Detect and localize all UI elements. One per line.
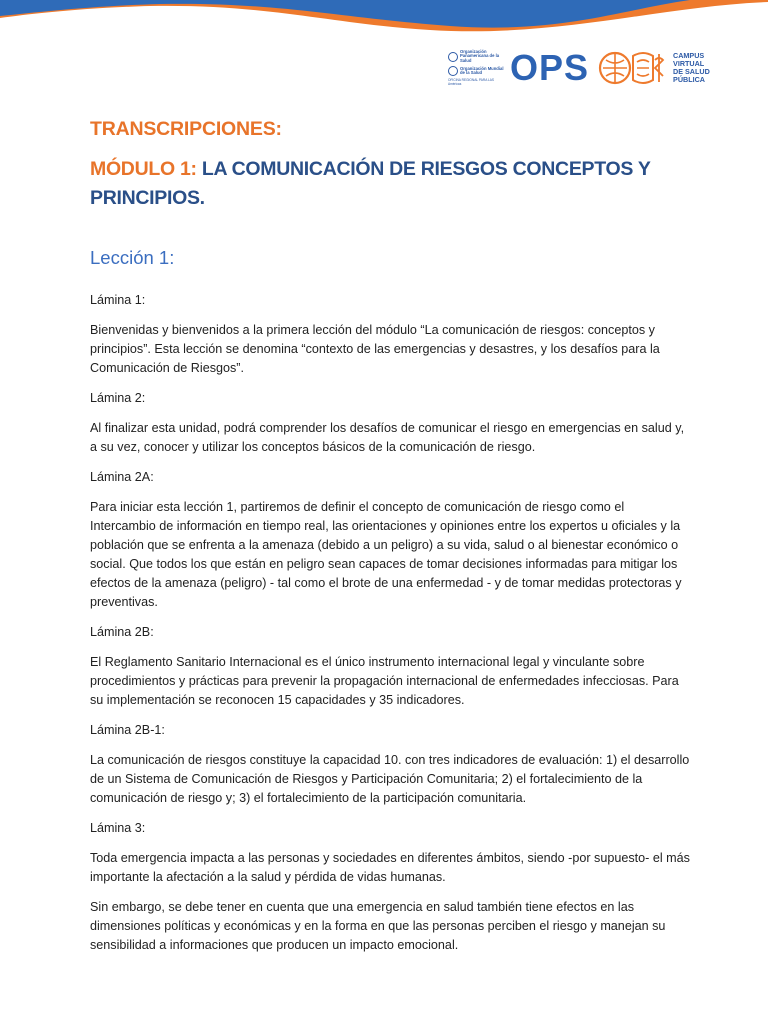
transcript-text bbox=[90, 291, 690, 955]
module-title: LA COMUNICACIÓN DE RIESGOS CONCEPTOS Y PRINCIPIOS. bbox=[90, 158, 651, 209]
paragraph: Sin embargo, se debe tener en cuenta que una emergencia en salud también tiene efectos en las dimensiones políticas y económicas y en la forma en que las personas perciben el riesgo y manejan su sensibilidad a informaciones que producen un impacto emocional. bbox=[90, 900, 666, 952]
slide-label: Lámina 2B: bbox=[90, 625, 154, 639]
campus-line: VIRTUAL bbox=[673, 59, 705, 68]
ops-logo: OPS bbox=[510, 47, 590, 88]
slide-label: Lámina 3: bbox=[90, 821, 146, 835]
document-body bbox=[90, 118, 690, 966]
paragraph: El Reglamento Sanitario Internacional es el único instrumento internacional legal y vinculante sobre procedimientos y prácticas para prevenir la propagación internacional de enfermedades infecciosas. Para su implementación se reconocen 15 capacidades y 35 indicadores. bbox=[90, 655, 679, 707]
paho-name: Organización Panamericana de la Salud bbox=[460, 48, 500, 63]
header-logos bbox=[448, 46, 754, 90]
paragraph: Toda emergencia impacta a las personas y sociedades en diferentes ámbitos, siendo -por supuesto- el más importante la afectación a la salud y pérdida de vidas humanas. bbox=[90, 851, 690, 884]
who-globe-icon bbox=[448, 66, 458, 76]
paragraph: Para iniciar esta lección 1, partiremos de definir el concepto de comunicación de riesgo como el Intercambio de información en tiempo real, las orientaciones y opiniones entre los expertos u oficiales y la población que se enfrenta a la amenaza (debido a un peligro) a su vida, salud o al bienestar económico o social. Que todos los que están en peligro sean capaces de tomar decisiones informadas para mitigar los efectos de la amenaza (peligro) - tal como el brote de una enfermedad - y de tomar medidas protectoras y preventivas. bbox=[90, 500, 682, 609]
paragraph: Bienvenidas y bienvenidos a la primera lección del módulo “La comunicación de riesgos: conceptos y principios”. Esta lección se denomina “contexto de las emergencias y desastres, y los desafíos para la Comunicación de Riesgos”. bbox=[90, 323, 660, 375]
slide-label: Lámina 2A: bbox=[90, 470, 154, 484]
campus-line: PÚBLICA bbox=[673, 75, 705, 84]
slide-label: Lámina 1: bbox=[90, 293, 146, 307]
slide-label: Lámina 2: bbox=[90, 391, 146, 405]
regional-office-tagline: OFICINA REGIONAL PARA LAS Américas bbox=[448, 78, 495, 87]
module-heading bbox=[90, 155, 690, 213]
document-title: TRANSCRIPCIONES: bbox=[90, 118, 282, 140]
paho-who-logo bbox=[448, 50, 506, 87]
paragraph: La comunicación de riesgos constituye la capacidad 10. con tres indicadores de evaluación: 1) el desarrollo de un Sistema de Comunicación de Riesgos y Participación Comunitaria; 2) el fortalecimiento de la comunicación de riesgo y; 3) el fortalecimiento de la participación comunitaria. bbox=[90, 753, 690, 805]
lesson-heading: Lección 1: bbox=[90, 247, 175, 268]
module-prefix: MÓDULO 1: bbox=[90, 158, 197, 180]
who-name: Organización Mundial de la Salud bbox=[460, 65, 504, 76]
campus-line: CAMPUS bbox=[673, 51, 705, 60]
campus-virtual-logo-text bbox=[673, 52, 727, 84]
campus-line: DE SALUD bbox=[673, 67, 710, 76]
slide-label: Lámina 2B-1: bbox=[90, 723, 165, 737]
campus-emblem-icon bbox=[597, 48, 669, 88]
paragraph: Al finalizar esta unidad, podrá comprender los desafíos de comunicar el riesgo en emergencias en salud y, a su vez, conocer y utilizar los conceptos básicos de la comunicación de riesgo. bbox=[90, 421, 685, 454]
paho-globe-icon bbox=[448, 52, 458, 62]
